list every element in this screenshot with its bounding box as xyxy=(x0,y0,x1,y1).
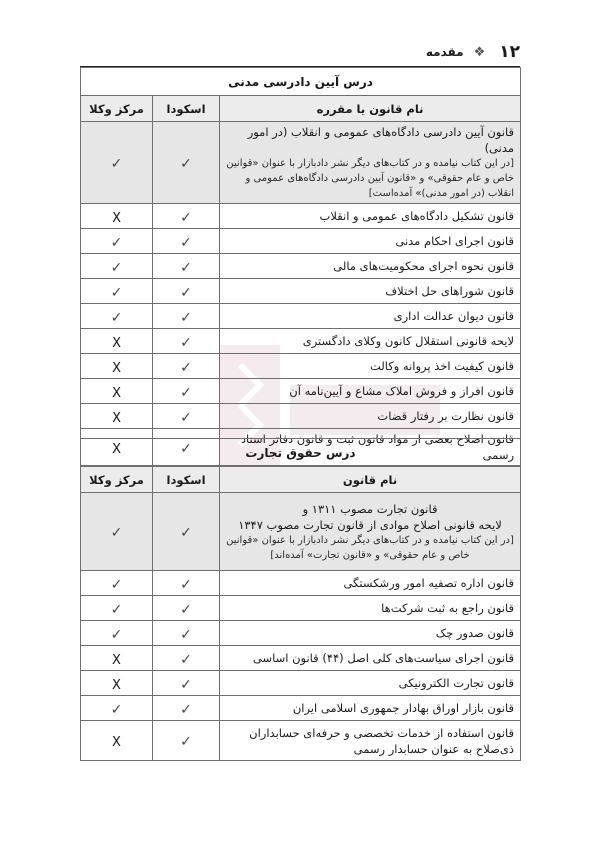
law-name-cell xyxy=(220,404,521,429)
check-icon: ✓ xyxy=(110,601,123,618)
cross-icon: X xyxy=(112,385,121,401)
check-icon: ✓ xyxy=(180,409,192,426)
skooda-status-cell xyxy=(153,329,220,354)
skooda-status-cell xyxy=(153,229,220,254)
skooda-status-cell xyxy=(153,304,220,329)
check-icon: ✓ xyxy=(110,309,123,326)
markaz-status-cell xyxy=(81,596,153,621)
ornament-icon: ❖ xyxy=(473,44,486,60)
law-name: قانون تشکیل دادگاه‌های عمومی و انقلاب xyxy=(319,209,515,223)
cross-icon: X xyxy=(112,410,121,426)
column-header-markaz: مرکز وکلا xyxy=(81,467,153,493)
law-note: [در این کتاب نیامده و در کتاب‌های دیگر نشر دادبازار با عنوان «قوانین خاص و عام حقوقی» و «قانون تجارت» آمده‌اند] xyxy=(226,534,514,561)
law-name: قانون راجع به ثبت شرکت‌ها xyxy=(381,601,515,615)
table-row xyxy=(81,122,521,204)
table-row xyxy=(81,646,521,671)
check-icon: ✓ xyxy=(180,601,192,618)
table-row xyxy=(81,229,521,254)
table-row xyxy=(81,621,521,646)
law-name-cell xyxy=(220,304,521,329)
skooda-status-cell xyxy=(153,571,220,596)
skooda-status-cell xyxy=(153,354,220,379)
law-name-cell xyxy=(220,671,521,696)
table-row xyxy=(81,404,521,429)
law-name: قانون تجارت مصوب ۱۳۱۱ و xyxy=(302,501,438,516)
markaz-status-cell xyxy=(81,329,153,354)
markaz-status-cell xyxy=(81,122,153,204)
law-name-cell xyxy=(220,279,521,304)
check-icon: ✓ xyxy=(110,576,123,593)
check-icon: ✓ xyxy=(180,676,192,693)
skooda-status-cell xyxy=(153,671,220,696)
check-icon: ✓ xyxy=(110,259,123,276)
page-header xyxy=(80,40,520,64)
law-name: قانون آیین دادرسی دادگاه‌های عمومی و انقلاب (در امور مدنی) xyxy=(247,125,515,155)
check-icon: ✓ xyxy=(180,259,192,276)
markaz-status-cell xyxy=(81,493,153,571)
law-name: قانون بازار اوراق بهادار جمهوری اسلامی ایران xyxy=(292,701,515,715)
table-row xyxy=(81,204,521,229)
check-icon: ✓ xyxy=(110,701,123,718)
skooda-status-cell xyxy=(153,621,220,646)
markaz-status-cell xyxy=(81,696,153,721)
table-row xyxy=(81,329,521,354)
law-name-cell xyxy=(220,721,521,761)
markaz-status-cell xyxy=(81,354,153,379)
check-icon: ✓ xyxy=(180,309,192,326)
law-name: قانون نحوه اجرای محکومیت‌های مالی xyxy=(333,259,515,273)
markaz-status-cell xyxy=(81,254,153,279)
markaz-status-cell xyxy=(81,404,153,429)
law-name-cell xyxy=(220,571,521,596)
table-row xyxy=(81,379,521,404)
chapter-title: مقدمه xyxy=(425,45,464,59)
cross-icon: X xyxy=(112,360,121,376)
law-name-cell xyxy=(220,229,521,254)
law-name-line2: لایحه قانونی اصلاح موادی از قانون تجارت مصوب ۱۳۴۷ xyxy=(238,517,502,532)
skooda-status-cell xyxy=(153,493,220,571)
check-icon: ✓ xyxy=(180,334,192,351)
skooda-status-cell xyxy=(153,596,220,621)
column-header-skooda: اسکودا xyxy=(153,96,220,122)
cross-icon: X xyxy=(112,677,121,693)
law-name-cell xyxy=(220,646,521,671)
cross-icon: X xyxy=(112,652,121,668)
skooda-status-cell xyxy=(153,404,220,429)
table-row xyxy=(81,671,521,696)
cross-icon: X xyxy=(112,441,121,457)
skooda-status-cell xyxy=(153,646,220,671)
markaz-status-cell xyxy=(81,621,153,646)
skooda-status-cell xyxy=(153,122,220,204)
law-name: قانون دیوان عدالت اداری xyxy=(393,309,515,323)
law-name: قانون شوراهای حل اختلاف xyxy=(385,284,515,298)
law-note: [در این کتاب نیامده و در کتاب‌های دیگر نشر دادبازار با عنوان «قوانین خاص و عام حقوقی» و «قانون آیین دادرسی دادگاه‌های عمومی و انقلاب (در امور مدنی)» آمده‌است] xyxy=(226,158,515,199)
check-icon: ✓ xyxy=(180,156,192,172)
markaz-status-cell xyxy=(81,204,153,229)
check-icon: ✓ xyxy=(180,359,192,376)
table-row xyxy=(81,304,521,329)
column-header-law-name: نام قانون یا مقرره xyxy=(220,96,521,122)
law-name-cell xyxy=(220,254,521,279)
column-header-markaz: مرکز وکلا xyxy=(81,96,153,122)
skooda-status-cell xyxy=(153,379,220,404)
law-name: لایحه قانونی استقلال کانون وکلای دادگستری xyxy=(302,334,515,348)
law-name-cell xyxy=(220,379,521,404)
check-icon: ✓ xyxy=(180,525,192,541)
markaz-status-cell xyxy=(81,379,153,404)
skooda-status-cell xyxy=(153,696,220,721)
page-number: ۱۲ xyxy=(499,42,520,62)
check-icon: ✓ xyxy=(110,234,123,251)
civil-procedure-table xyxy=(80,67,521,466)
check-icon: ✓ xyxy=(110,284,123,301)
law-name: قانون اداره تصفیه امور ورشکستگی xyxy=(343,576,515,590)
table-row xyxy=(81,571,521,596)
check-icon: ✓ xyxy=(110,626,123,643)
table-row xyxy=(81,254,521,279)
markaz-status-cell xyxy=(81,646,153,671)
skooda-status-cell xyxy=(153,279,220,304)
check-icon: ✓ xyxy=(180,284,192,301)
skooda-status-cell xyxy=(153,721,220,761)
cross-icon: X xyxy=(112,210,121,226)
skooda-status-cell xyxy=(153,204,220,229)
law-name-cell xyxy=(220,621,521,646)
markaz-status-cell xyxy=(81,721,153,761)
law-name-cell xyxy=(220,596,521,621)
markaz-status-cell xyxy=(81,671,153,696)
check-icon: ✓ xyxy=(180,626,192,643)
law-name-cell xyxy=(220,696,521,721)
markaz-status-cell xyxy=(81,229,153,254)
commercial-law-table xyxy=(80,438,521,761)
table-row xyxy=(81,696,521,721)
markaz-status-cell xyxy=(81,279,153,304)
check-icon: ✓ xyxy=(180,734,192,750)
cross-icon: X xyxy=(112,735,121,750)
check-icon: ✓ xyxy=(180,234,192,251)
table-row xyxy=(81,279,521,304)
law-name-cell xyxy=(220,122,521,204)
law-name-cell xyxy=(220,329,521,354)
cross-icon: X xyxy=(112,335,121,351)
table-row xyxy=(81,721,521,761)
law-name: قانون تجارت الکترونیکی xyxy=(398,676,515,690)
check-icon: ✓ xyxy=(110,156,123,172)
law-name: قانون صدور چک xyxy=(435,626,515,640)
law-name-cell xyxy=(220,493,521,571)
law-name: قانون افراز و فروش املاک مشاع و آیین‌نامه آن xyxy=(289,384,515,398)
check-icon: ✓ xyxy=(180,440,192,457)
law-name: قانون اجرای احکام مدنی xyxy=(395,234,515,248)
law-name: قانون کیفیت اخذ پروانه وکالت xyxy=(369,359,515,373)
law-name-cell xyxy=(220,354,521,379)
check-icon: ✓ xyxy=(110,525,123,541)
table-row xyxy=(81,493,521,571)
skooda-status-cell xyxy=(153,254,220,279)
check-icon: ✓ xyxy=(180,701,192,718)
column-header-skooda: اسکودا xyxy=(153,467,220,493)
law-name: قانون اصلاح بعضی از مواد قانون ثبت و قانون دفاتر اسناد رسمی xyxy=(240,432,515,462)
column-header-law-name: نام قانون xyxy=(220,467,521,493)
table-row xyxy=(81,354,521,379)
table-row xyxy=(81,596,521,621)
section-title: درس حقوق تجارت xyxy=(81,439,521,467)
check-icon: ✓ xyxy=(180,651,192,668)
markaz-status-cell xyxy=(81,571,153,596)
law-name: قانون استفاده از خدمات تخصصی و حرفه‌ای حسابداران ذی‌صلاح به عنوان حسابدار رسمی xyxy=(249,725,515,756)
markaz-status-cell xyxy=(81,304,153,329)
law-name: قانون نظارت بر رفتار قضات xyxy=(377,409,515,423)
check-icon: ✓ xyxy=(180,576,192,593)
law-name-cell xyxy=(220,204,521,229)
check-icon: ✓ xyxy=(180,209,192,226)
section-title: درس آیین دادرسی مدنی xyxy=(81,68,521,96)
law-name: قانون اجرای سیاست‌های کلی اصل (۴۴) قانون اساسی xyxy=(252,651,515,665)
check-icon: ✓ xyxy=(180,384,192,401)
